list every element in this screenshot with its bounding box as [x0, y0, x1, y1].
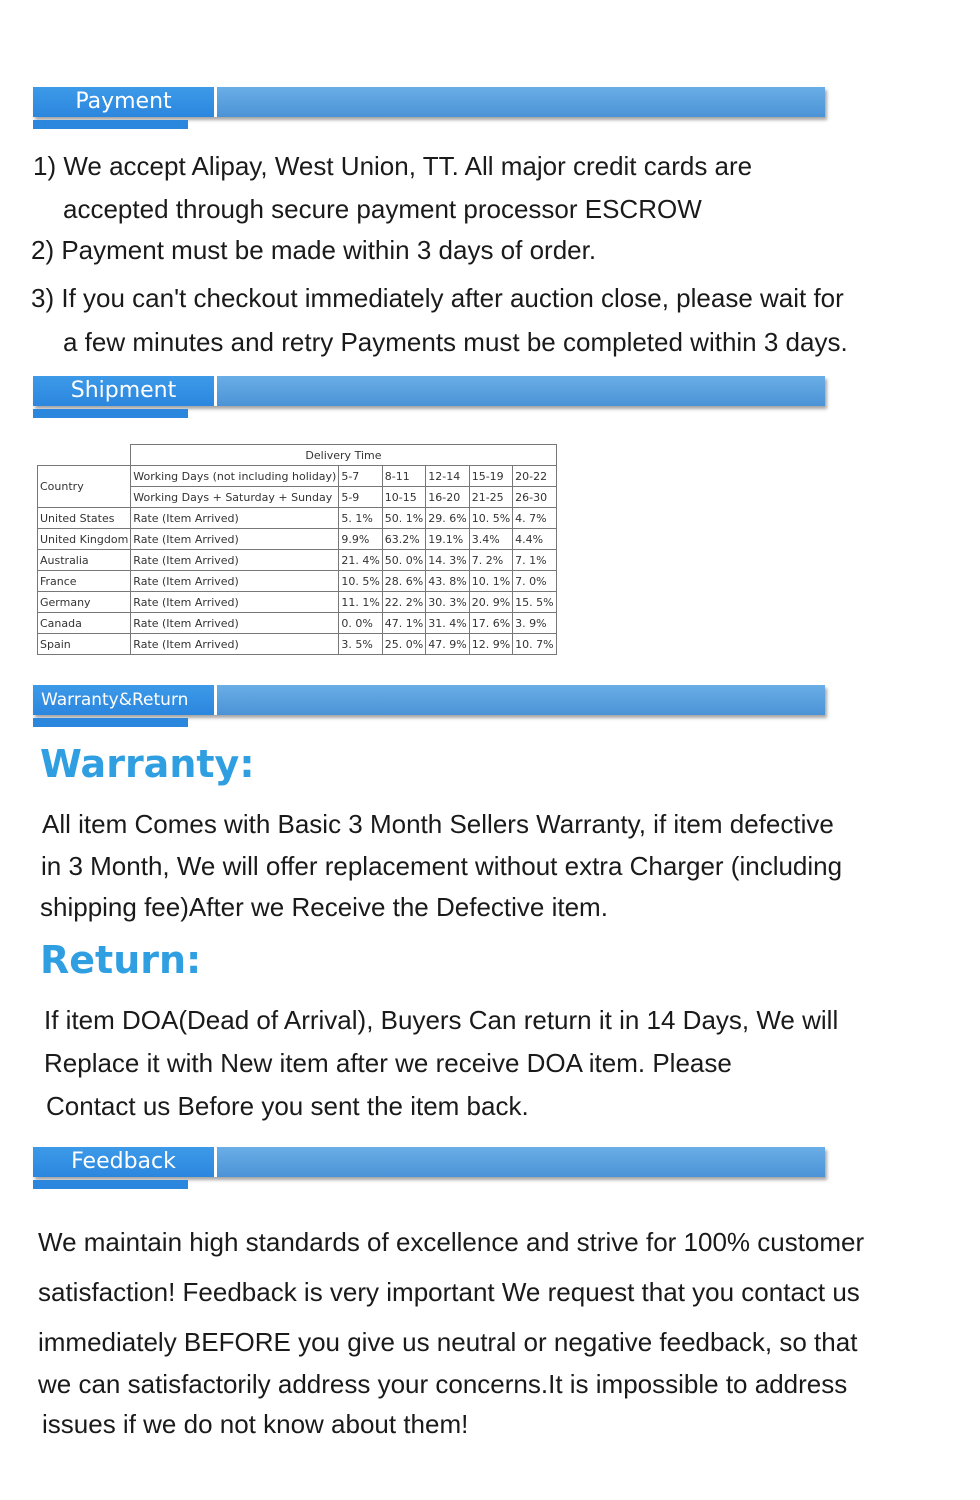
shipping-delivery-table [37, 444, 557, 655]
rate-label: Rate (Item Arrived) [131, 508, 339, 529]
table-cell: 10. 5% [469, 508, 512, 529]
table-cell: 21. 4% [339, 550, 382, 571]
table-cell: 4. 7% [513, 508, 556, 529]
table-cell: 3.4% [469, 529, 512, 550]
section-bar-underline [33, 120, 188, 129]
table-cell: 9.9% [339, 529, 382, 550]
table-cell: 29. 6% [426, 508, 469, 529]
table-row [38, 466, 557, 487]
delivery-time-header: Delivery Time [131, 445, 556, 466]
table-cell: 14. 3% [426, 550, 469, 571]
country-cell: Spain [38, 634, 131, 655]
table-cell: 12-14 [426, 466, 469, 487]
table-cell: 47. 1% [382, 613, 425, 634]
table-cell: 28. 6% [382, 571, 425, 592]
table-cell: 17. 6% [469, 613, 512, 634]
table-cell: 20-22 [513, 466, 556, 487]
rate-label: Rate (Item Arrived) [131, 634, 339, 655]
rate-label: Rate (Item Arrived) [131, 529, 339, 550]
table-cell: 31. 4% [426, 613, 469, 634]
payment-item-1-line-2: accepted through secure payment processor ESCROW [63, 194, 702, 224]
table-row [38, 634, 557, 655]
table-cell: 8-11 [382, 466, 425, 487]
country-cell: Canada [38, 613, 131, 634]
country-cell: United Kingdom [38, 529, 131, 550]
table-cell: 10. 1% [469, 571, 512, 592]
table-cell: 63.2% [382, 529, 425, 550]
table-cell: 50. 0% [382, 550, 425, 571]
shipment-section-title: Shipment [33, 376, 217, 406]
table-cell: 26-30 [513, 487, 556, 508]
table-cell: 43. 8% [426, 571, 469, 592]
warranty-line-3: shipping fee)After we Receive the Defective item. [40, 892, 608, 922]
table-cell: 7. 0% [513, 571, 556, 592]
table-cell: 10. 7% [513, 634, 556, 655]
table-row [38, 592, 557, 613]
table-cell: 25. 0% [382, 634, 425, 655]
country-cell: United States [38, 508, 131, 529]
table-cell: 19.1% [426, 529, 469, 550]
table-row [38, 508, 557, 529]
feedback-line-4: we can satisfactorily address your concerns.It is impossible to address [38, 1369, 848, 1399]
table-cell: 22. 2% [382, 592, 425, 613]
working-days-label: Working Days (not including holiday) [131, 466, 339, 487]
feedback-section-bar [33, 1147, 825, 1193]
table-cell: 10-15 [382, 487, 425, 508]
table-cell: 0. 0% [339, 613, 382, 634]
table-cell: 10. 5% [339, 571, 382, 592]
country-cell: Germany [38, 592, 131, 613]
table-cell: 3. 9% [513, 613, 556, 634]
table-cell: 12. 9% [469, 634, 512, 655]
country-cell: Australia [38, 550, 131, 571]
section-bar-underline [33, 718, 188, 727]
rate-label: Rate (Item Arrived) [131, 571, 339, 592]
payment-section-title: Payment [33, 87, 217, 117]
table-cell: 7. 1% [513, 550, 556, 571]
table-row [38, 445, 557, 466]
table-cell: 16-20 [426, 487, 469, 508]
rate-label: Rate (Item Arrived) [131, 613, 339, 634]
feedback-line-5: issues if we do not know about them! [42, 1409, 469, 1439]
table-cell: 5. 1% [339, 508, 382, 529]
payment-item-1-line-1: 1) We accept Alipay, West Union, TT. All major credit cards are [33, 151, 753, 181]
shipment-section-bar [33, 376, 825, 422]
warranty-return-section-title: Warranty&Return [33, 685, 217, 715]
country-header: Country [38, 466, 131, 508]
table-cell: 3. 5% [339, 634, 382, 655]
table-cell: 7. 2% [469, 550, 512, 571]
return-line-2: Replace it with New item after we receive DOA item. Please [44, 1048, 732, 1078]
table-cell: 4.4% [513, 529, 556, 550]
table-cell: 15. 5% [513, 592, 556, 613]
country-cell: France [38, 571, 131, 592]
section-bar-underline [33, 1180, 188, 1189]
table-cell: 15-19 [469, 466, 512, 487]
table-row [38, 613, 557, 634]
return-heading: Return: [40, 938, 202, 982]
warranty-line-1: All item Comes with Basic 3 Month Sellers Warranty, if item defective [42, 809, 834, 839]
payment-item-3-line-1: 3) If you can't checkout immediately after auction close, please wait for [31, 283, 844, 313]
return-line-1: If item DOA(Dead of Arrival), Buyers Can return it in 14 Days, We will [44, 1005, 839, 1035]
table-cell: 11. 1% [339, 592, 382, 613]
payment-item-3-line-2: a few minutes and retry Payments must be completed within 3 days. [63, 327, 848, 357]
table-cell: 20. 9% [469, 592, 512, 613]
rate-label: Rate (Item Arrived) [131, 592, 339, 613]
table-row [38, 571, 557, 592]
table-cell: 21-25 [469, 487, 512, 508]
table-cell: 47. 9% [426, 634, 469, 655]
rate-label: Rate (Item Arrived) [131, 550, 339, 571]
warranty-line-2: in 3 Month, We will offer replacement without extra Charger (including [41, 851, 843, 881]
feedback-line-3: immediately BEFORE you give us neutral or negative feedback, so that [38, 1327, 858, 1357]
warranty-return-section-bar [33, 685, 825, 731]
return-line-3: Contact us Before you sent the item back. [46, 1091, 529, 1121]
working-days-weekend-label: Working Days + Saturday + Sunday [131, 487, 339, 508]
table-row [38, 550, 557, 571]
payment-item-2: 2) Payment must be made within 3 days of order. [31, 235, 597, 265]
table-cell: 50. 1% [382, 508, 425, 529]
table-cell: 5-9 [339, 487, 382, 508]
warranty-heading: Warranty: [40, 742, 255, 786]
section-bar-underline [33, 409, 188, 418]
feedback-line-1: We maintain high standards of excellence and strive for 100% customer [38, 1227, 865, 1257]
table-cell: 30. 3% [426, 592, 469, 613]
table-cell: 5-7 [339, 466, 382, 487]
feedback-line-2: satisfaction! Feedback is very important We request that you contact us [38, 1277, 860, 1307]
payment-section-bar [33, 87, 825, 133]
feedback-section-title: Feedback [33, 1147, 217, 1177]
table-row [38, 529, 557, 550]
